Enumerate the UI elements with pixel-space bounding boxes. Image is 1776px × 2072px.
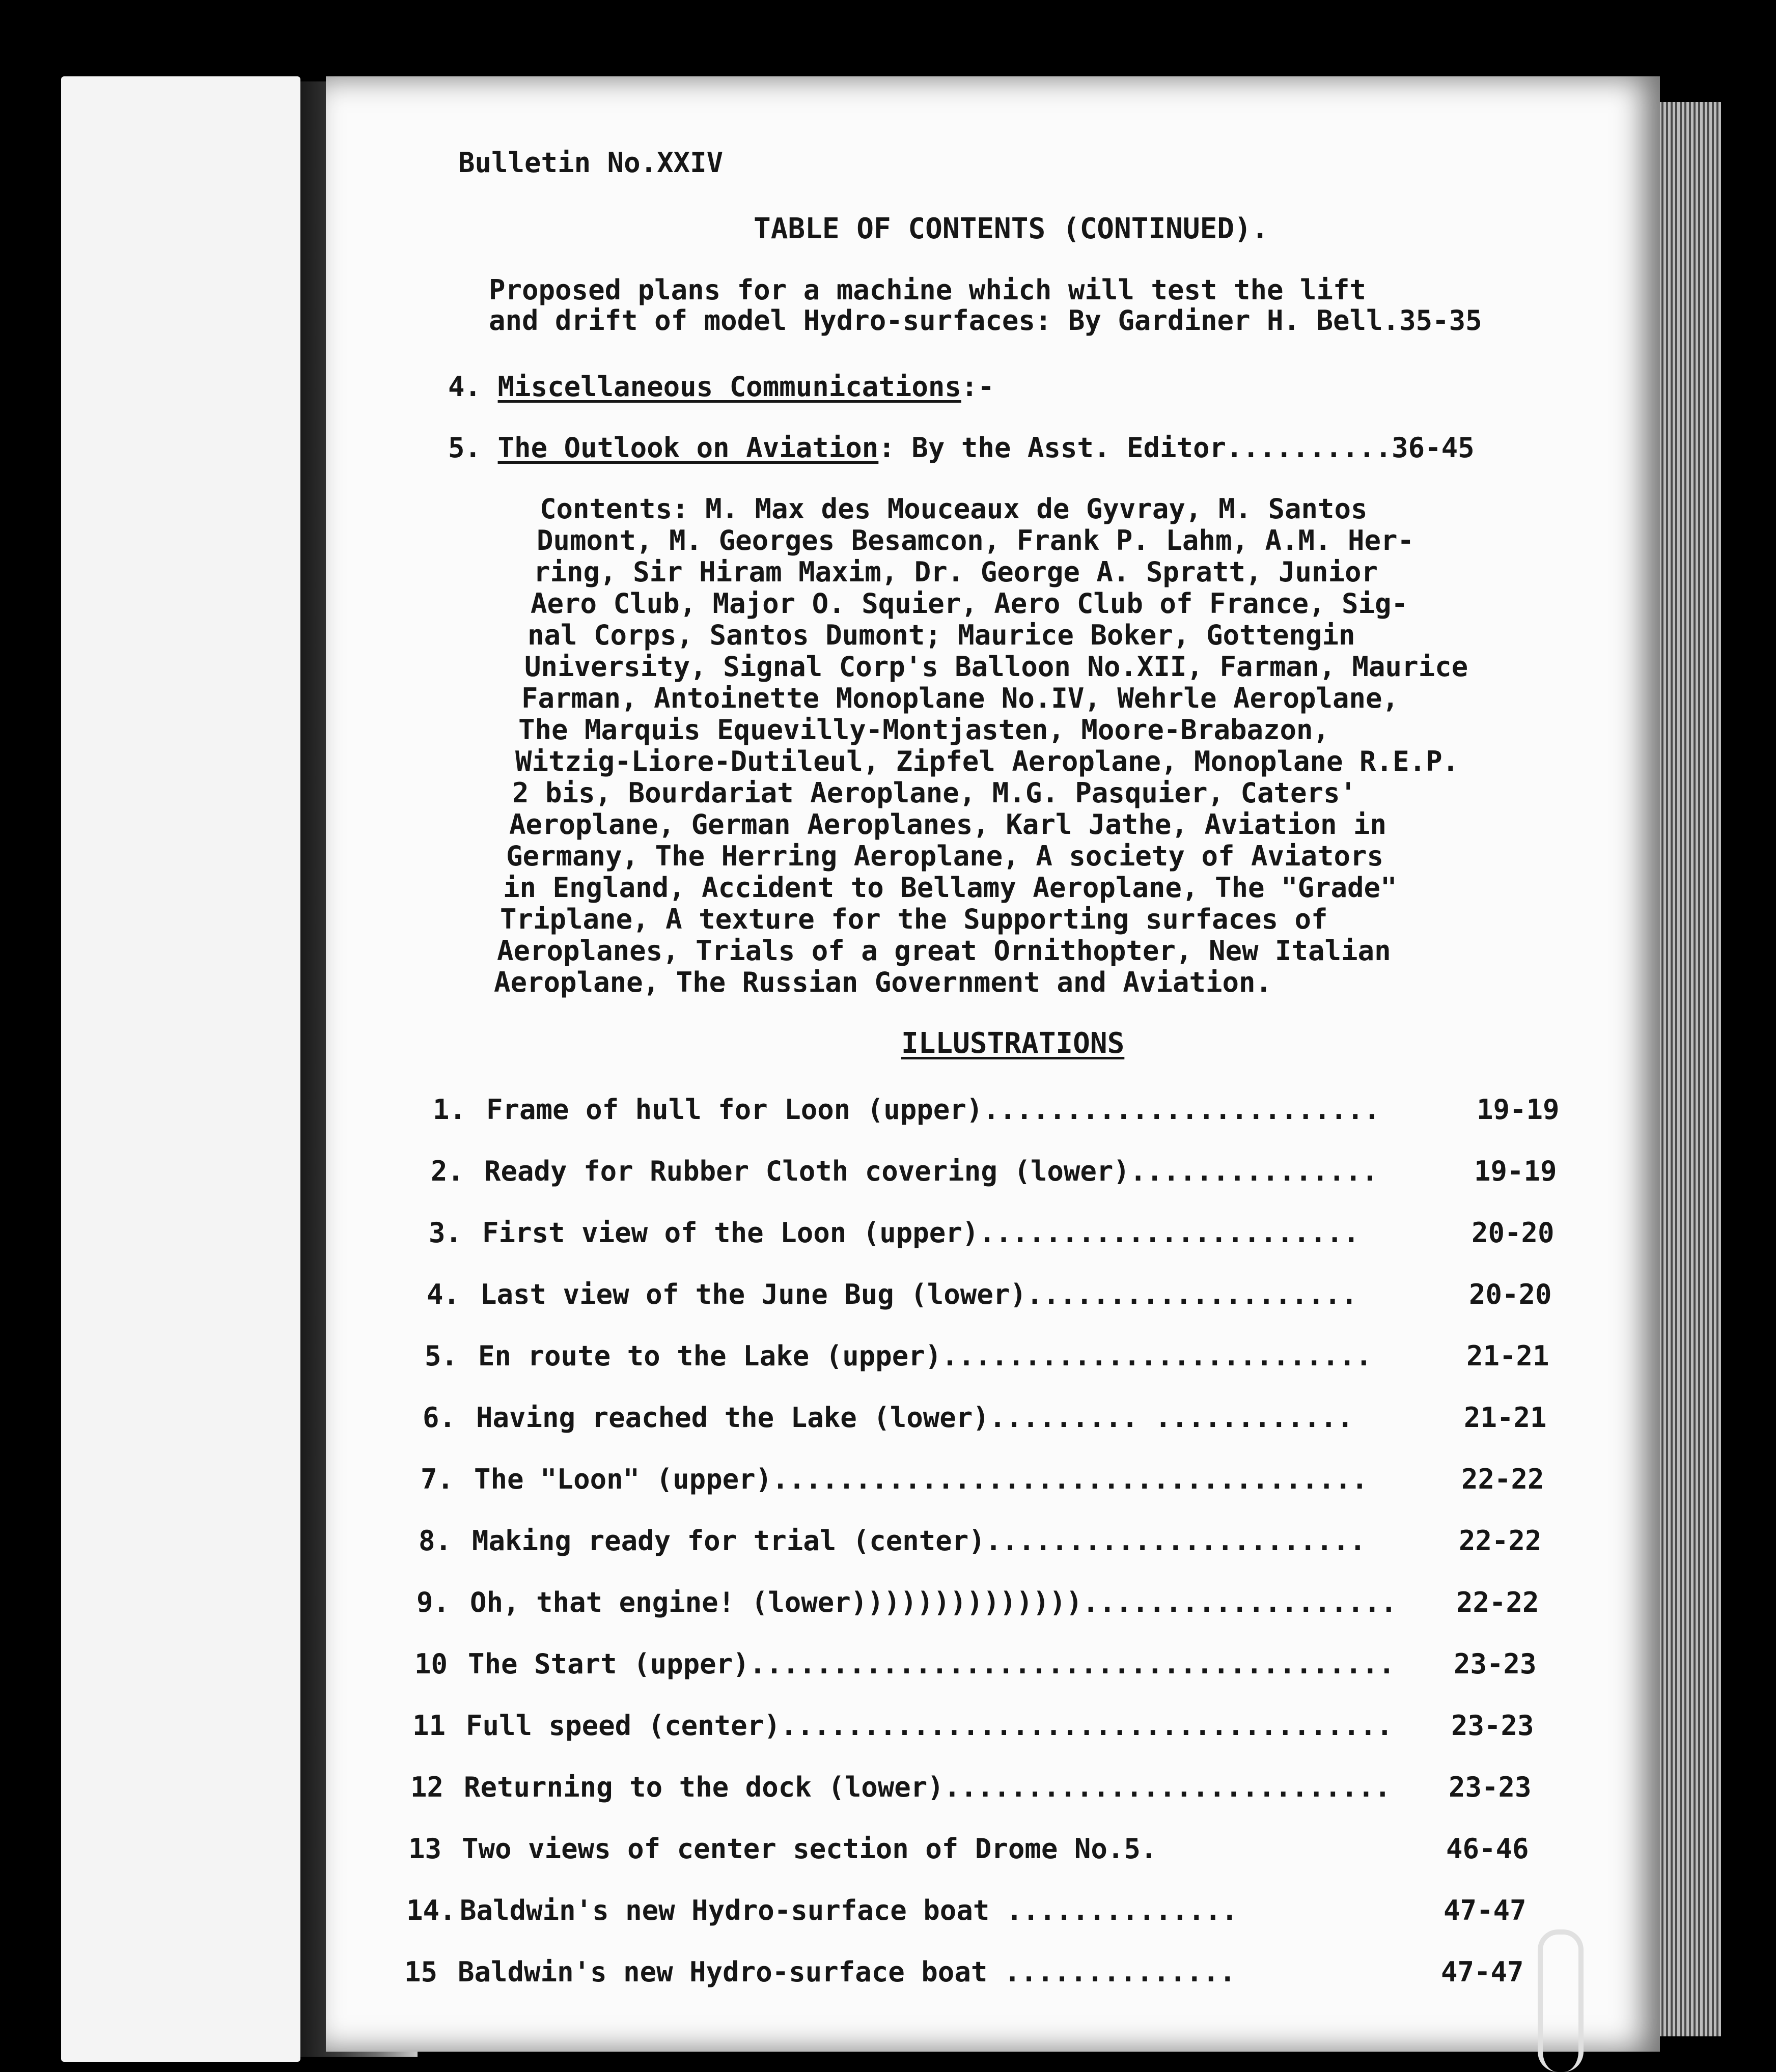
section-outlook (448, 433, 1475, 463)
illustration-title: Baldwin's new Hydro-surface boat .............. (458, 1957, 1236, 1987)
illustration-number: 1. (433, 1094, 466, 1126)
illustration-number: 7. (421, 1463, 454, 1495)
illustration-title: Frame of hull for Loon (upper)........................ (486, 1095, 1380, 1125)
illustration-title: Two views of center section of Drome No.5. (462, 1834, 1157, 1864)
illustration-pages: 23-23 (1449, 1771, 1532, 1803)
illustration-pages: 22-22 (1461, 1463, 1544, 1495)
section-suffix: :- (961, 371, 994, 403)
illustration-number: 6. (423, 1402, 456, 1434)
contents-line: Aeroplanes, Trials of a great Ornithopter, New Italian (497, 935, 1391, 967)
intro-line: and drift of model Hydro-surfaces: By Gardiner H. Bell.35-35 (489, 304, 1482, 337)
illustration-pages: 20-20 (1469, 1278, 1552, 1310)
illustration-title: Baldwin's new Hydro-surface boat .............. (460, 1895, 1238, 1926)
contents-line: Triplane, A texture for the Supporting surfaces of (500, 903, 1328, 935)
contents-line: 2 bis, Bourdariat Aeroplane, M.G. Pasquier, Caters' (512, 777, 1357, 809)
illustration-number: 12 (410, 1771, 444, 1803)
illustration-title: First view of the Loon (upper)....................... (482, 1218, 1360, 1248)
contents-line: Germany, The Herring Aeroplane, A society of Aviators (506, 840, 1384, 872)
illustration-pages: 20-20 (1472, 1217, 1555, 1249)
illustration-pages: 23-23 (1451, 1710, 1534, 1742)
contents-line: Aeroplane, The Russian Government and Aviation. (494, 966, 1272, 998)
section-title: The Outlook on Aviation (497, 432, 879, 464)
bulletin-number: Bulletin No.XXIV (458, 147, 724, 179)
illustration-title: The Start (upper)....................................... (468, 1649, 1395, 1679)
document-page (326, 76, 1660, 2052)
section-number: 5. (448, 432, 482, 464)
illustration-pages: 47-47 (1441, 1956, 1524, 1988)
left-page-edge (61, 76, 300, 2062)
page-stack-edge (1650, 102, 1721, 2036)
illustration-title: Returning to the dock (lower)........................... (464, 1772, 1391, 1803)
contents-line: in England, Accident to Bellamy Aeroplane, The "Grade" (503, 872, 1397, 904)
illustration-number: 11 (412, 1710, 446, 1742)
contents-line: The Marquis Equevilly-Montjasten, Moore-Brabazon, (518, 714, 1330, 746)
illustration-number: 5. (425, 1340, 458, 1372)
section-title: Miscellaneous Communications (497, 371, 961, 403)
section-number: 4. (448, 371, 482, 403)
illustration-title: Full speed (center)..................................... (466, 1711, 1393, 1741)
illustration-pages: 19-19 (1474, 1155, 1557, 1187)
illustration-title: Oh, that engine! (lower))))))))))))))................... (470, 1587, 1397, 1618)
illustration-number: 8. (419, 1525, 452, 1557)
illustration-pages: 21-21 (1466, 1340, 1549, 1372)
illustration-number: 15 (404, 1956, 438, 1988)
illustration-pages: 22-22 (1456, 1586, 1539, 1618)
page-title: TABLE OF CONTENTS (CONTINUED). (754, 212, 1269, 245)
bookmark-ribbon (1538, 1929, 1584, 2072)
contents-line: Contents: M. Max des Mouceaux de Gyvray, M. Santos (540, 493, 1368, 525)
section-misc (448, 372, 994, 402)
illustration-title: Having reached the Lake (lower)......... ............ (476, 1403, 1354, 1433)
illustration-pages: 19-19 (1477, 1094, 1560, 1126)
illustration-title: En route to the Lake (upper).......................... (478, 1341, 1372, 1371)
contents-line: Witzig-Liore-Dutileul, Zipfel Aeroplane, Monoplane R.E.P. (515, 745, 1459, 777)
intro-line: Proposed plans for a machine which will test the lift (489, 274, 1367, 306)
illustration-number: 9. (417, 1586, 450, 1618)
illustration-number: 3. (429, 1217, 462, 1249)
illustration-number: 13 (408, 1833, 442, 1865)
illustration-title: Ready for Rubber Cloth covering (lower)............... (484, 1156, 1378, 1187)
illustration-pages: 22-22 (1459, 1525, 1542, 1557)
contents-line: ring, Sir Hiram Maxim, Dr. George A. Spratt, Junior (534, 556, 1378, 588)
illustration-pages: 46-46 (1446, 1833, 1529, 1865)
illustration-pages: 23-23 (1454, 1648, 1537, 1680)
illustration-title: Making ready for trial (center)....................... (472, 1526, 1366, 1556)
contents-line: University, Signal Corp's Balloon No.XII, Farman, Maurice (524, 651, 1468, 683)
illustration-number: 10 (414, 1648, 448, 1680)
contents-line: Dumont, M. Georges Besamcon, Frank P. Lahm, A.M. Her- (537, 524, 1414, 556)
illustration-title: The "Loon" (upper).................................... (474, 1464, 1368, 1495)
illustrations-heading: ILLUSTRATIONS (901, 1027, 1125, 1060)
illustration-title: Last view of the June Bug (lower).................... (480, 1279, 1358, 1310)
contents-line: Farman, Antoinette Monoplane No.IV, Wehrle Aeroplane, (521, 682, 1399, 714)
illustration-pages: 47-47 (1444, 1894, 1527, 1926)
illustration-number: 2. (431, 1155, 464, 1187)
contents-line: Aero Club, Major O. Squier, Aero Club of France, Sig- (531, 587, 1408, 620)
contents-line: Aeroplane, German Aeroplanes, Karl Jathe, Aviation in (509, 808, 1387, 841)
section-suffix: : By the Asst. Editor..........36-45 (878, 432, 1475, 464)
illustration-number: 14. (406, 1894, 456, 1926)
illustration-pages: 21-21 (1464, 1402, 1547, 1434)
contents-line: nal Corps, Santos Dumont; Maurice Boker, Gottengin (528, 619, 1355, 651)
illustration-number: 4. (427, 1278, 460, 1310)
